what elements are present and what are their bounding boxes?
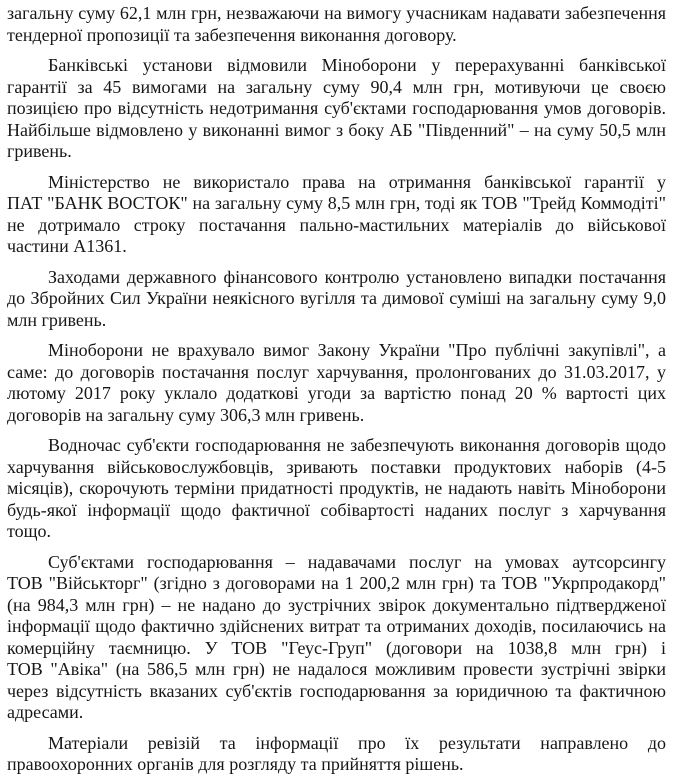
paragraph-coal-smoke-mixture: Заходами державного фінансового контролю установлено випадки постачання до Збройних Сил України неякісного вугілля та димової суміші на загальну суму 9,0 млн гривень. [7,266,666,330]
paragraph-outsourcing-providers: Суб'єктами господарювання – надавачами послуг на умовах аутсорсингу ТОВ "Військторг" (згідно з договорами на 1 200,2 млн грн) та ТОВ "Укрпродакорд" (на 984,3 млн грн) – не надано до зустрічних звірок документально підтвердженої інформації щодо фактично здійснених витрат та отриманих доходів, посилаючись на комерційну таємницю. У ТОВ "Геус-Груп" (договори на 1038,8 млн грн) і ТОВ "Авіка" (на 586,5 млн грн) не надалося можливим провести зустрічні звірки через відсутність вказаних суб'єктів господарювання за юридичною та фактичною адресами. [7,551,666,722]
paragraph-bank-guarantee-refusals: Банківські установи відмовили Міноборони у перерахуванні банківської гарантії за 45 вимогами на загальну суму 90,4 млн грн, мотивуючи це своєю позицією про відсутність недотримання суб'єктами господарювання умов договорів. Найбільше відмовлено у виконанні вимог з боку АБ "Південний" – на суму 50,5 млн гривень. [7,55,666,161]
paragraph-catering-contract-violations: Водночас суб'єкти господарювання не забезпечують виконання договорів щодо харчування військовослужбовців, зривають поставки продуктових наборів (4-5 місяців), скорочують терміни придатності продуктів, не надають навіть Міноборони будь-якої інформації щодо фактичної собівартості наданих послуг з харчування тощо. [7,435,666,541]
paragraph-public-procurement-law: Міноборони не врахувало вимог Закону України "Про публічні закупівлі", а саме: до договорів постачання послуг харчування, пролонгованих до 31.03.2017, у лютому 2017 року уклало додаткові угоди за вартістю понад 20 % вартості цих договорів на загальну суму 306,3 млн гривень. [7,340,666,425]
paragraph-materials-to-law-enforcement: Матеріали ревізій та інформації про їх результати направлено до правоохоронних органів для розгляду та прийняття рішень. [7,732,666,774]
paragraph-tender-security: загальну суму 62,1 млн грн, незважаючи на вимогу учасникам надавати забезпечення тендерної пропозиції та забезпечення виконання договору. [7,3,666,45]
paragraph-bank-vostok: Міністерство не використало права на отримання банківської гарантії у ПАТ "БАНК ВОСТОК" на загальну суму 8,5 млн грн, тоді як ТОВ "Трейд Коммодіті" не дотримало строку постачання пально-мастильних матеріалів до військової частини А1361. [7,171,666,256]
